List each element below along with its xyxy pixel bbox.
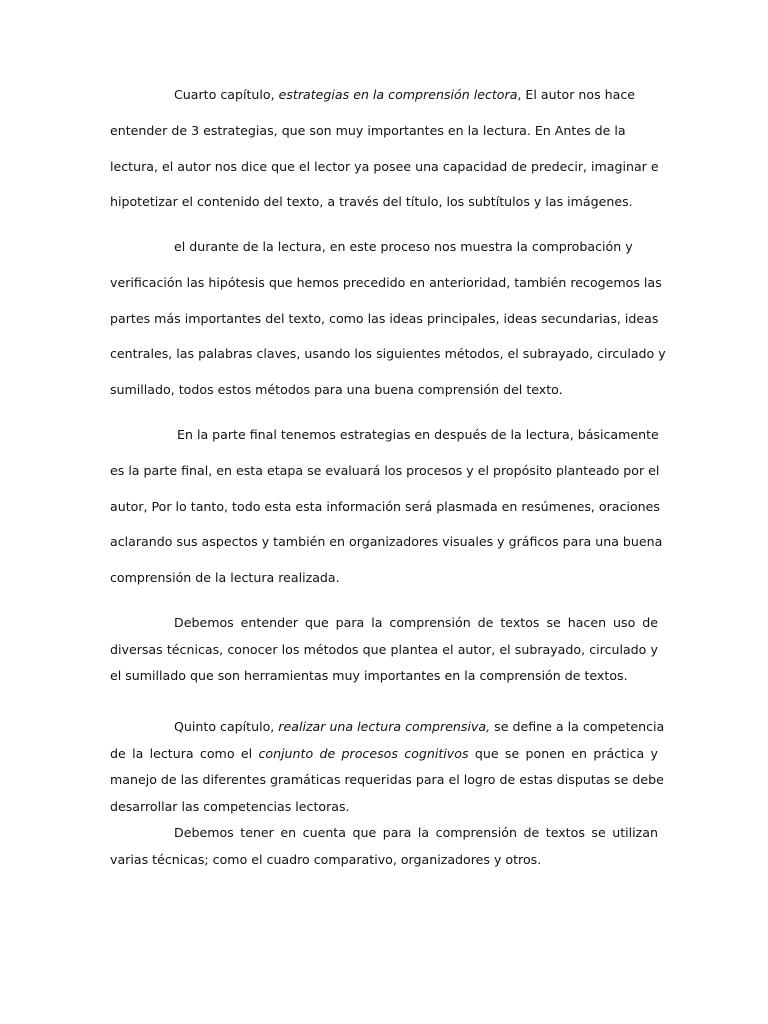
text-line: [110, 301, 658, 337]
text-line: [110, 847, 658, 874]
text-line: [110, 610, 658, 637]
text-run: comprensión de la lectura realizada.: [110, 570, 340, 586]
text-line: [110, 820, 658, 847]
text-run: varias técnicas; como el cuadro comparativo, organizadores y otros.: [110, 851, 542, 867]
paragraph-durante-lectura: [110, 229, 666, 408]
text-line: [110, 524, 663, 560]
text-line: [110, 417, 658, 453]
text-run: lectura, el autor nos dice que el lector ya posee una capacidad de predecir, imaginar e: [110, 158, 659, 174]
italic-text-run: realizar una lectura comprensiva,: [278, 719, 491, 734]
text-run: el durante de la lectura, en este proceso nos muestra la comprobación y: [174, 239, 633, 254]
italic-text-run: conjunto de procesos cognitivos: [258, 745, 469, 761]
text-line: [110, 265, 662, 301]
text-run: sumillado, todos estos métodos para una buena comprensión del texto.: [110, 382, 563, 398]
text-run: manejo de las diferentes gramáticas requeridas para el logro de estas disputas se debe: [110, 772, 664, 788]
text-run: hipotetizar el contenido del texto, a través del título, los subtítulos y las imágenes.: [110, 194, 633, 210]
text-run: Debemos entender que para la comprensión de textos se hacen uso de: [174, 615, 658, 630]
text-run: es la parte final, en esta etapa se evaluará los procesos y el propósito planteado por el: [110, 462, 660, 478]
text-line: [110, 149, 658, 185]
text-run: En la parte final tenemos estrategias en después de la lectura, básicamente: [177, 427, 659, 442]
paragraph-cuarto-capitulo: [110, 77, 658, 220]
text-line: [110, 714, 665, 741]
text-run: autor, Por lo tanto, todo esta esta información será plasmada en resúmenes, oraciones: [110, 498, 660, 514]
text-run: Cuarto capítulo,: [174, 87, 279, 102]
text-run: Debemos tener en cuenta que para la comprensión de textos se utilizan: [174, 825, 658, 840]
text-line: [110, 741, 658, 768]
text-run: partes más importantes del texto, como las ideas principales, ideas secundarias, ideas: [110, 310, 659, 326]
text-line: [110, 372, 658, 408]
text-run: verificación las hipótesis que hemos precedido en anterioridad, también recogemos las: [110, 274, 662, 290]
text-line: [110, 184, 658, 220]
text-run: aclarando sus aspectos y también en organizadores visuales y gráficos para una buena: [110, 534, 663, 550]
text-line: [110, 489, 658, 525]
text-run: entender de 3 estrategias, que son muy importantes en la lectura. En Antes de la: [110, 122, 626, 138]
paragraph-debemos-entender: [110, 610, 658, 690]
text-line: [110, 229, 658, 265]
text-run: que se ponen en práctica y: [468, 745, 658, 761]
paragraph-debemos-tener: [110, 820, 658, 873]
text-run: se define a la competencia: [490, 719, 665, 734]
text-run: centrales, las palabras claves, usando los siguientes métodos, el subrayado, circulado y: [110, 346, 666, 362]
text-run: el sumillado que son herramientas muy importantes en la comprensión de textos.: [110, 668, 628, 684]
text-line: [110, 77, 658, 113]
text-line: [110, 637, 658, 664]
text-run: Quinto capítulo,: [174, 719, 279, 734]
text-line: [110, 336, 666, 372]
italic-text-run: estrategias en la comprensión lectora: [278, 87, 518, 102]
text-run: de la lectura como el: [110, 745, 259, 761]
paragraph-quinto-capitulo: [110, 714, 665, 820]
text-line: [110, 453, 658, 489]
text-line: [110, 663, 658, 690]
text-line: [110, 560, 658, 596]
paragraph-parte-final: [110, 417, 663, 596]
text-run: diversas técnicas, conocer los métodos que plantea el autor, el subrayado, circulado y: [110, 641, 658, 657]
text-run: desarrollar las competencias lectoras.: [110, 798, 350, 814]
text-line: [110, 794, 658, 821]
text-line: [110, 767, 664, 794]
text-line: [110, 113, 658, 149]
text-run: , El autor nos hace: [517, 87, 636, 102]
